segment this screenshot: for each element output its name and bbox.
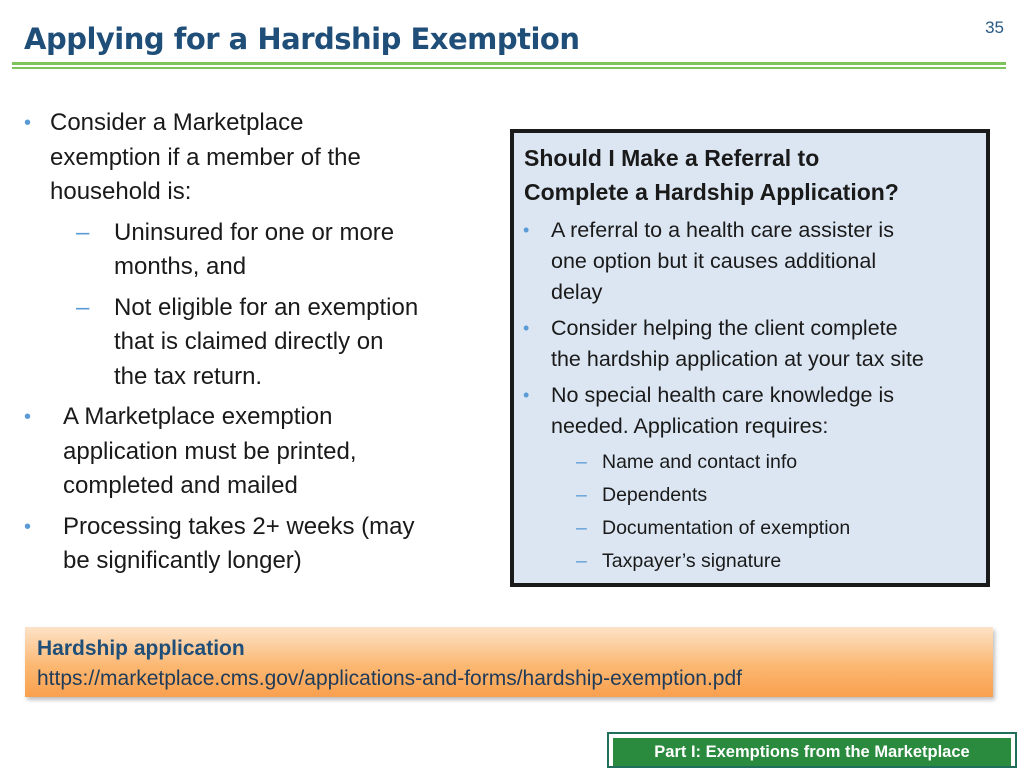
dash-icon: – [576,484,587,506]
bullet-item [24,106,484,210]
requirement-text: Documentation of exemption [602,517,851,539]
dash-icon: – [576,451,587,473]
bullet-text-line: A Marketplace exemption [63,403,333,430]
requirement-text: Taxpayer’s signature [602,550,782,572]
left-bullet-list [24,106,484,579]
bullet-text-line: Processing takes 2+ weeks (may [63,512,415,540]
callout-heading [524,141,979,209]
callout-heading-line: Should I Make a Referral to [524,145,820,171]
callout-heading-line: Complete a Hardship Application? [524,179,899,205]
bullet-dot-icon: • [24,406,32,428]
dash-icon: – [76,218,90,246]
sub-bullet-text-line: that is claimed directly on [114,328,384,355]
bullet-dot-icon: • [523,318,530,338]
bullet-dot-icon: • [523,220,530,240]
bullet-text-line: household is: [50,178,192,205]
bullet-text-line: completed and mailed [63,472,298,499]
section-footer-tag [607,732,1017,768]
callout-bullet-line: the hardship application at your tax site [551,347,924,371]
sub-bullet-text-line: the tax return. [114,362,263,390]
divider-line-bottom [12,67,1006,69]
dash-icon: – [576,517,587,539]
requirement-item [576,546,782,577]
sub-bullet-text-line: Uninsured for one or more [114,218,395,246]
referral-callout-box [510,129,990,587]
bullet-text-line: Consider a Marketplace [50,109,304,136]
bullet-text-line: application must be printed, [63,437,357,465]
callout-bullet-line: delay [551,280,603,304]
requirement-text: Dependents [602,484,708,506]
callout-bullet-line: one option but it causes additional [551,249,877,273]
sub-bullet-item [24,291,484,395]
sub-bullet-item [24,216,484,285]
title-divider [12,62,1006,70]
section-footer-label: Part I: Exemptions from the Marketplace [613,738,1011,766]
dash-icon: – [576,550,587,572]
hardship-link-box [25,627,993,697]
requirement-item [576,447,798,478]
callout-bullet [523,313,924,375]
callout-bullet [523,380,895,442]
bullet-dot-icon: • [24,515,32,538]
requirement-item [576,513,851,544]
bullet-text-line: exemption if a member of the [50,143,361,171]
callout-bullet-line: needed. Application requires: [551,414,829,438]
bullet-dot-icon: • [24,112,32,134]
slide-title: Applying for a Hardship Exemption [24,22,580,56]
link-box-title: Hardship application [37,637,245,660]
callout-bullet-line: No special health care knowledge is [551,383,895,407]
hardship-application-link[interactable]: https://marketplace.cms.gov/applications-and-forms/hardship-exemption.pdf [37,667,742,690]
dash-icon: – [76,293,90,321]
bullet-text-line: be significantly longer) [63,547,302,574]
bullet-item [24,510,484,579]
divider-line-top [12,62,1006,65]
callout-bullet-line: A referral to a health care assister is [551,218,894,242]
sub-bullet-text-line: Not eligible for an exemption [114,293,419,321]
callout-bullet-line: Consider helping the client complete [551,316,898,340]
bullet-dot-icon: • [523,385,530,405]
sub-bullet-text-line: months, and [114,253,247,280]
callout-bullet [523,215,894,308]
slide-number: 35 [985,18,1004,37]
requirement-text: Name and contact info [602,451,798,473]
bullet-item [24,400,484,504]
requirement-item [576,480,708,511]
